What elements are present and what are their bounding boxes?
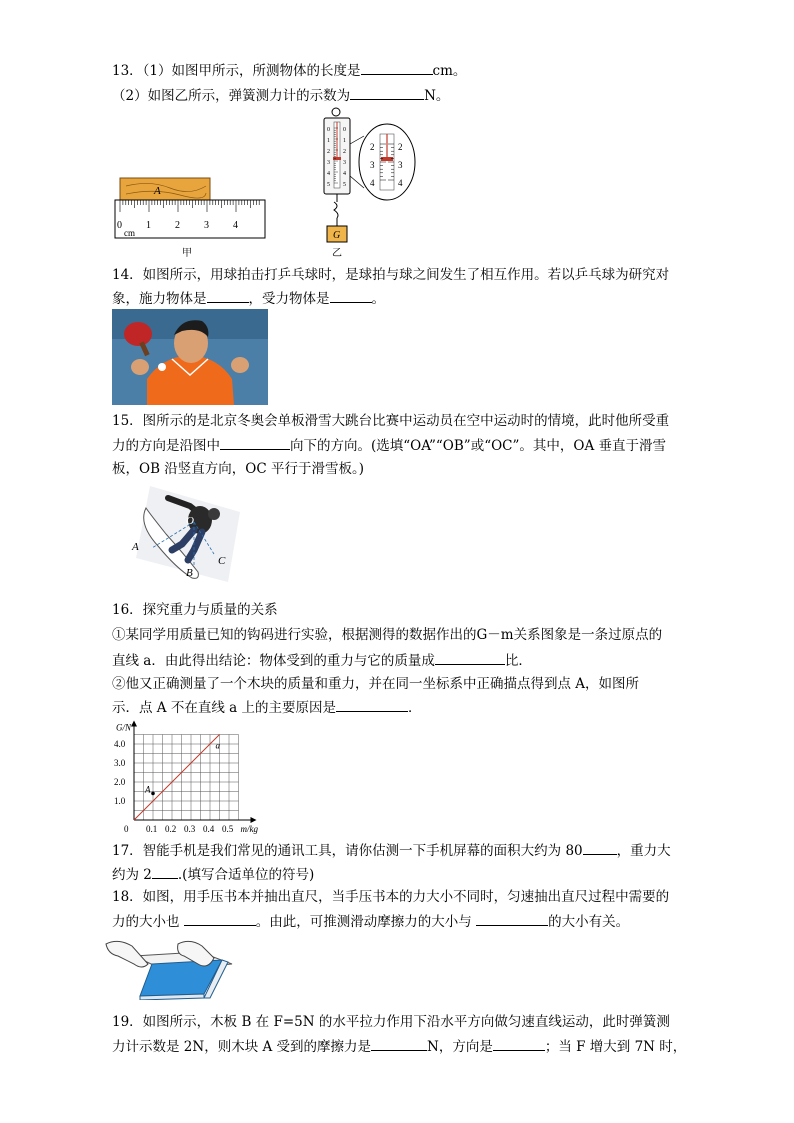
ruler-label: 1 [146,220,151,231]
ruler-label: 0 [117,220,122,231]
zoom-label: 2 [370,142,375,152]
q18-text: 的大小有关。 [548,914,630,930]
x-tick-label: 0.2 [165,824,177,834]
answer-blank[interactable] [220,435,290,450]
point-a [151,792,155,796]
q16-text: 16．探究重力与质量的关系 [112,602,278,618]
q19-line2 [112,1036,686,1057]
q15-line2 [112,435,666,456]
q17-text: ，重力大 [616,843,671,859]
answer-blank[interactable] [184,911,256,926]
zoom-label: 4 [370,178,375,188]
scale-label: 2 [327,149,330,155]
q17-line2 [112,864,314,885]
scale-label: 1 [343,138,346,144]
x-tick-label: 0.4 [203,824,215,834]
top-ring [332,108,340,116]
q13-text: （2）如图乙所示，弹簧测力计的示数为 [112,88,351,104]
q17-text: 17．智能手机是我们常见的通讯工具，请你估测一下手机屏幕的面积大约为 80 [112,843,583,859]
q15-line1 [112,411,669,431]
scale-label: 0 [343,127,346,133]
scale-label: 4 [343,171,346,177]
block-label: A [154,185,161,197]
x-axis-arrow [251,817,257,823]
answer-blank[interactable] [350,85,424,100]
q14-text: 象，施力物体是 [112,291,207,307]
answer-blank[interactable] [207,288,249,303]
q17-text: 约为 2 [112,867,152,883]
zoom-label: 3 [370,160,375,170]
scale-label: 5 [343,182,346,188]
y-tick-label: 3.0 [114,758,126,768]
scale-label: 2 [343,149,346,155]
series-line-a [134,735,220,821]
label-c: C [218,555,226,567]
q14-line2 [112,288,385,309]
label-o: O [186,515,194,527]
q18-text: 18．如图，用手压书本并抽出直尺，当手压书本的力大小不同时，匀速抽出直尺过程中需要的 [112,889,670,905]
ruler-label: 3 [204,220,209,231]
q14-text: 14．如图所示，用球拍击打乒乓球时，是球拍与球之间发生了相互作用。若以乒乓球为研究对 [112,267,670,283]
zoom-label: 2 [398,142,403,152]
q16-text: 比． [504,653,532,669]
q16-text: ①某同学用质量已知的钩码进行实验，根据测得的数据作出的G－m关系图象是一条过原点的 [112,627,663,643]
scale-label: 5 [327,182,330,188]
q16-line1 [112,625,662,645]
q16-title [112,600,278,620]
answer-blank[interactable] [583,840,617,855]
q17-line1 [112,840,671,861]
label-b: B [186,567,193,579]
q16-text: 直线 a．由此得出结论：物体受到的重力与它的质量成 [112,653,435,669]
q16-text: ②他又正确测量了一个木块的质量和重力，并在同一坐标系中正确描点得到点 A，如图所 [112,676,640,692]
q19-text: 19．如图所示，木板 B 在 F=5N 的水平拉力作用下沿水平方向做匀速直线运动，此时弹簧测 [112,1014,670,1030]
y-axis-label: G/N [116,722,132,733]
wooden-block-a [120,178,210,200]
q18-text: 。由此，可推测滑动摩擦力的大小与 [255,914,477,930]
zoom-label: 4 [398,178,403,188]
chart-g-m [112,720,272,838]
figure-spring-scale [314,104,418,260]
photo-table-tennis [112,309,268,405]
zoom-label: 3 [398,160,403,170]
q19-line1 [112,1012,670,1032]
answer-blank[interactable] [493,1036,545,1051]
x-tick-label: 0.1 [146,824,158,834]
q13-line1 [112,60,466,81]
answer-blank[interactable] [330,288,372,303]
q19-text: 力计示数是 2N，则木块 A 受到的摩擦力是 [112,1039,372,1055]
y-tick-label: 4.0 [114,739,126,749]
scale-label: 4 [327,171,330,177]
figure-ruler [110,172,270,262]
answer-blank[interactable] [435,650,505,665]
origin-label: 0 [124,824,129,834]
q15-text: 15．图所示的是北京冬奥会单板滑雪大跳台比赛中运动员在空中运动时的情境，此时他所受重 [112,413,670,429]
q18-text: 力的大小也 [112,914,184,930]
q17-text: .(填写合适单位的符号) [177,867,315,883]
q14-line1 [112,265,669,285]
q13-line2 [112,85,449,106]
y-axis-arrow [131,721,137,727]
q15-text: 向下的方向。(选填“OA”“OB”或“OC”。其中，OA 垂直于滑雪 [290,438,667,454]
q15-text: 板，OB 沿竖直方向，OC 平行于滑雪板。) [112,461,364,477]
scale-label: 0 [327,127,330,133]
ruler-label: 4 [233,220,238,231]
weight-label: G [333,230,341,241]
q15-text: 力的方向是沿图中 [112,438,220,454]
q19-text: N，方向是 [427,1039,493,1055]
q13-unit: cm。 [432,63,467,79]
point-label: A [145,784,151,795]
figure-caption-jia: 甲 [182,248,192,259]
q16-line2 [112,650,532,671]
q14-text: ，受力物体是 [248,291,330,307]
figure-book-ruler [104,934,236,1000]
ruler-unit: cm [124,228,135,238]
answer-blank[interactable] [361,60,433,75]
q19-text: ；当 F 增大到 7N 时， [544,1039,687,1055]
ruler-label: 2 [175,220,180,231]
figure-snowboarder [128,484,246,584]
x-axis-label: m/kg [240,824,258,834]
label-a: A [132,541,139,553]
q16-line4 [112,697,421,718]
q14-text: 。 [371,291,385,307]
q16-line3 [112,674,639,694]
x-tick-label: 0.5 [222,824,234,834]
figure-caption-yi: 乙 [332,248,342,259]
y-tick-label: 2.0 [114,777,126,787]
answer-blank[interactable] [476,911,548,926]
scale-label: 3 [327,160,330,166]
x-tick-label: 0.3 [184,824,196,834]
chart-grid [134,735,239,821]
series-label: a [215,740,220,751]
answer-blank[interactable] [152,864,178,879]
q15-line3 [112,459,364,479]
scale-label: 1 [327,138,330,144]
q16-text: 示．点 A 不在直线 a 上的主要原因是 [112,700,336,716]
y-tick-label: 1.0 [114,796,126,806]
q13-text: 13．（1）如图甲所示，所测物体的长度是 [112,63,361,79]
q18-line2 [112,911,629,932]
answer-blank[interactable] [336,697,408,712]
answer-blank[interactable] [371,1036,427,1051]
scale-label: 3 [343,160,346,166]
q16-text: ． [407,700,422,716]
q18-line1 [112,887,669,907]
ruler-body [115,200,265,238]
q13-unit: N。 [424,88,450,104]
